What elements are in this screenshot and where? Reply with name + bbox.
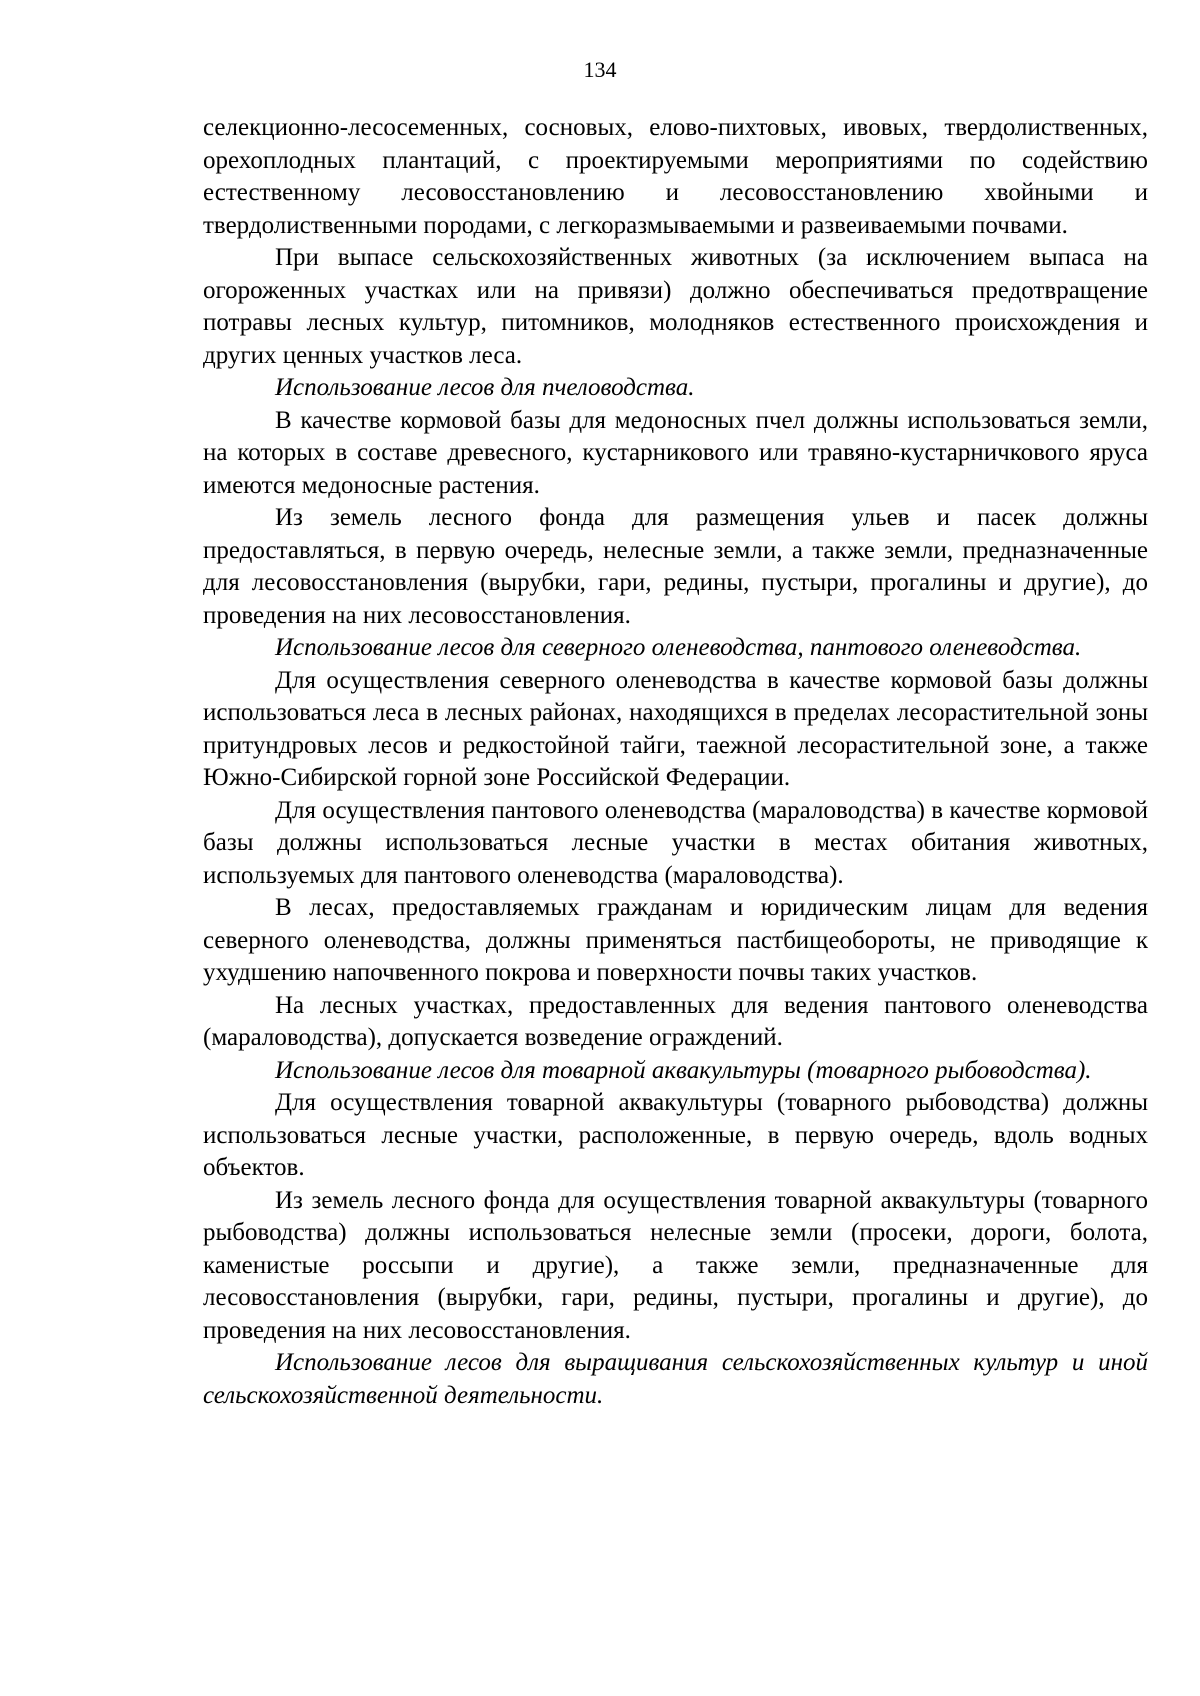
- body-paragraph: Из земель лесного фонда для осуществления товарной аквакультуры (товарного рыбоводства) должны использоваться нелесные земли (просеки, дороги, болота, каменистые россыпи и другие), а также земли, предназначенные для лесовосстановления (вырубки, гари, редины, пустыри, прогалины и другие), до проведения на них лесовосстановления.: [203, 1186, 1148, 1344]
- body-paragraph: На лесных участках, предоставленных для ведения пантового оленеводства (мараловодства), допускается возведение ограждений.: [203, 991, 1148, 1051]
- body-paragraph: В качестве кормовой базы для медоносных пчел должны использоваться земли, на которых в составе древесного, кустарникового или травяно-кустарничкового яруса имеются медоносные растения.: [203, 406, 1148, 499]
- body-paragraph: Из земель лесного фонда для размещения ульев и пасек должны предоставляться, в первую очередь, нелесные земли, а также земли, предназначенные для лесовосстановления (вырубки, гари, редины, пустыри, прогалины и другие), до проведения на них лесовосстановления.: [203, 504, 1148, 629]
- document-body: [203, 112, 1148, 1412]
- section-heading: Использование лесов для выращивания сельскохозяйственных культур и иной сельскохозяйственной деятельности.: [203, 1349, 1148, 1409]
- body-paragraph: При выпасе сельскохозяйственных животных (за исключением выпаса на огороженных участках или на привязи) должно обеспечиваться предотвращение потравы лесных культур, питомников, молодняков естественного происхождения и других ценных участков леса.: [203, 244, 1148, 369]
- body-paragraph: В лесах, предоставляемых гражданам и юридическим лицам для ведения северного оленеводства, должны применяться пастбищеобороты, не приводящие к ухудшению напочвенного покрова и поверхности почвы таких участков.: [203, 894, 1148, 986]
- section-heading: Использование лесов для пчеловодства.: [275, 374, 695, 401]
- page-number: 134: [583, 57, 617, 82]
- body-paragraph: селекционно-лесосеменных, сосновых, елово-пихтовых, ивовых, твердолиственных, орехоплодных плантаций, с проектируемыми мероприятиями по содействию естественному лесовосстановлению и лесовосстановлению хвойными и твердолиственными породами, с легкоразмываемыми и развеиваемыми почвами.: [203, 114, 1148, 239]
- body-paragraph: Для осуществления товарной аквакультуры (товарного рыбоводства) должны использоваться лесные участки, расположенные, в первую очередь, вдоль водных объектов.: [203, 1089, 1148, 1181]
- section-heading: Использование лесов для северного оленеводства, пантового оленеводства.: [275, 634, 1082, 661]
- section-heading: Использование лесов для товарной аквакультуры (товарного рыбоводства).: [275, 1056, 1092, 1084]
- body-paragraph: Для осуществления пантового оленеводства (мараловодства) в качестве кормовой базы должны использоваться лесные участки в местах обитания животных, используемых для пантового оленеводства (мараловодства).: [203, 796, 1148, 889]
- body-paragraph: Для осуществления северного оленеводства в качестве кормовой базы должны использоваться леса в лесных районах, находящихся в пределах лесорастительной зоны притундровых лесов и редкостойной тайги, таежной лесорастительной зоне, а также Южно-Сибирской горной зоне Российской Федерации.: [203, 666, 1148, 791]
